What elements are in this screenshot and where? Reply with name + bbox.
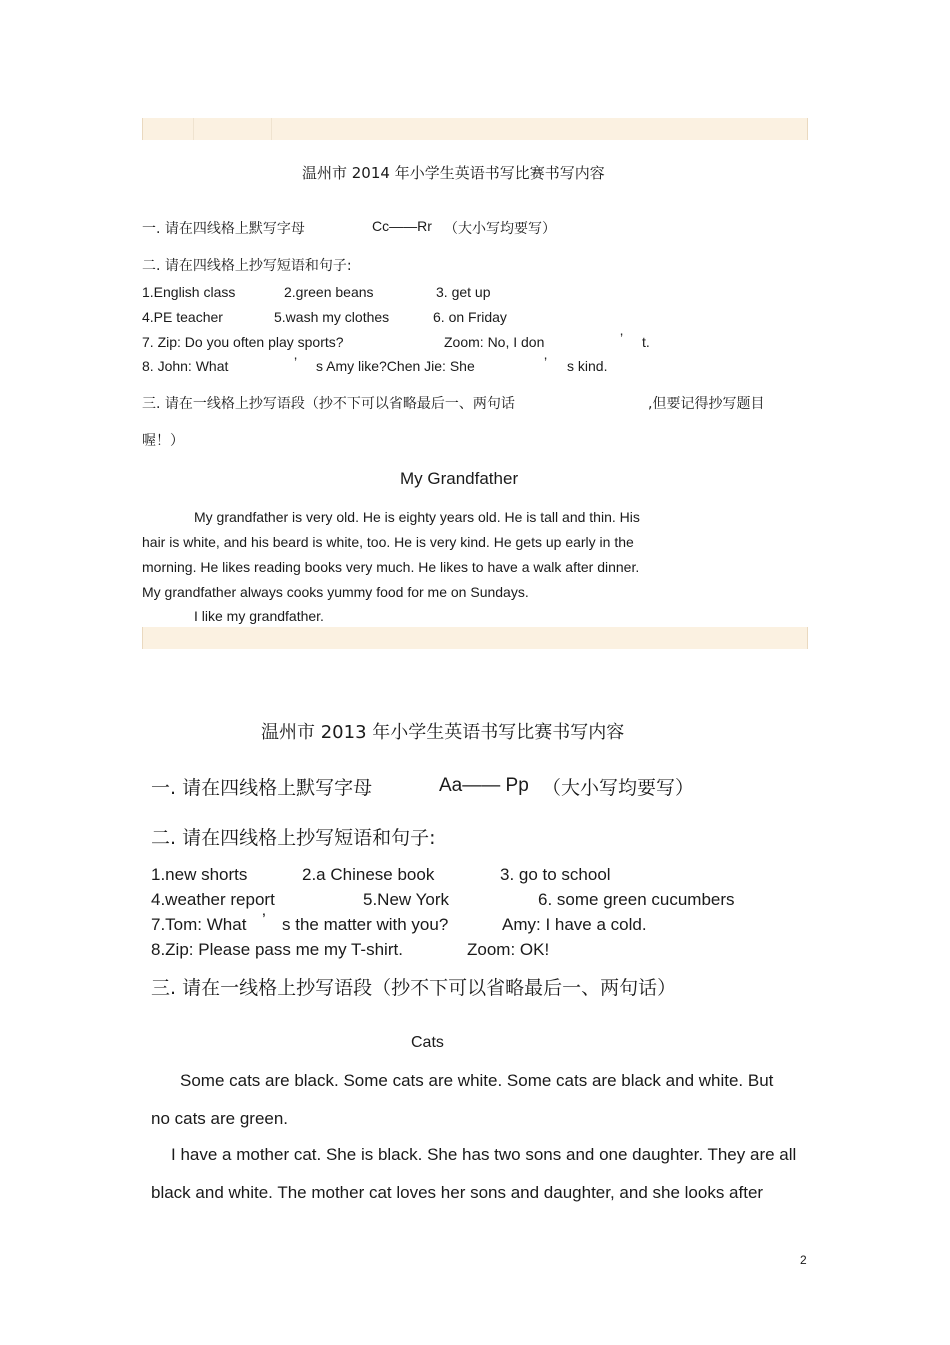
q1-note-2014: （大小写均要写） <box>444 221 556 237</box>
passage-line-5-2014: I like my grandfather. <box>194 608 324 624</box>
phrase-2-2014: 2.green beans <box>284 284 374 300</box>
phrase-3-2014: 3. get up <box>436 284 491 300</box>
q1-letters-2013: Aa—— Pp <box>439 775 529 796</box>
q3-label-2013: 三. 请在一线格上抄写语段（抄不下可以省略最后一、两句话） <box>151 977 677 999</box>
phrase-2-2013: 2.a Chinese book <box>302 865 435 884</box>
passage-line-4-2013: black and white. The mother cat loves her sons and daughter, and she looks after <box>151 1183 764 1202</box>
sentence-8b-2014: ’ <box>294 354 298 370</box>
sentence-8e-2014: s kind. <box>567 358 608 374</box>
header-band-tab <box>193 118 272 140</box>
passage-line-2-2014: hair is white, and his beard is white, too. He is very kind. He gets up early in the <box>142 534 634 550</box>
sentence-7d-2013: Amy: I have a cold. <box>502 915 647 934</box>
q3-label-2014: 三. 请在一线格上抄写语段（抄不下可以省略最后一、两句话 <box>142 396 515 412</box>
phrase-5-2014: 5.wash my clothes <box>274 309 390 325</box>
sentence-7c-2013: s the matter with you? <box>282 915 449 934</box>
q1-label-2014: 一. 请在四线格上默写字母 <box>142 221 305 237</box>
q2-label-2014: 二. 请在四线格上抄写短语和句子: <box>142 258 352 274</box>
sentence-7d-2014: t. <box>642 334 650 350</box>
header-band <box>142 118 808 140</box>
q2-label-2013: 二. 请在四线格上抄写短语和句子: <box>151 827 436 849</box>
q1-letters-2014: Cc——Rr <box>372 218 432 234</box>
passage-line-3-2014: morning. He likes reading books very much. He likes to have a walk after dinner. <box>142 559 640 575</box>
page-number: 2 <box>800 1253 807 1267</box>
sentence-7b-2014: Zoom: No, I don <box>444 334 545 350</box>
passage-line-2-2013: no cats are green. <box>151 1109 289 1128</box>
passage-title-2014: My Grandfather <box>400 469 519 488</box>
sentence-8a-2013: 8.Zip: Please pass me my T-shirt. <box>151 940 403 959</box>
passage-line-1-2013: Some cats are black. Some cats are white. Some cats are black and white. But <box>180 1071 774 1090</box>
q3-tail-2014: ,但要记得抄写题目 <box>648 396 765 412</box>
sentence-7c-2014: ’ <box>620 330 624 346</box>
passage-line-1-2014: My grandfather is very old. He is eighty years old. He is tall and thin. His <box>194 509 640 525</box>
phrase-6-2013: 6. some green cucumbers <box>538 890 735 909</box>
title-2013: 温州市 2013 年小学生英语书写比赛书写内容 <box>261 722 625 743</box>
q3-cont-2014: 喔！） <box>142 433 184 449</box>
sentence-8d-2014: ’ <box>544 354 548 370</box>
title-2014: 温州市 2014 年小学生英语书写比赛书写内容 <box>302 164 605 182</box>
q1-note-2013: （大小写均要写） <box>542 777 695 799</box>
sentence-8c-2014: s Amy like?Chen Jie: She <box>316 358 475 374</box>
sentence-7a-2014: 7. Zip: Do you often play sports? <box>142 334 344 350</box>
phrase-5-2013: 5.New York <box>363 890 449 909</box>
sentence-7a-2013: 7.Tom: What <box>151 915 247 934</box>
sentence-8a-2014: 8. John: What <box>142 358 229 374</box>
phrase-3-2013: 3. go to school <box>500 865 611 884</box>
phrase-4-2014: 4.PE teacher <box>142 309 223 325</box>
passage-line-3-2013: I have a mother cat. She is black. She has two sons and one daughter. They are all <box>171 1145 797 1164</box>
sentence-8b-2013: Zoom: OK! <box>467 940 550 959</box>
sentence-7b-2013: ’ <box>262 910 266 929</box>
passage-title-2013: Cats <box>411 1034 444 1051</box>
phrase-4-2013: 4.weather report <box>151 890 275 909</box>
q1-label-2013: 一. 请在四线格上默写字母 <box>151 777 373 799</box>
passage-line-4-2014: My grandfather always cooks yummy food for me on Sundays. <box>142 584 529 600</box>
phrase-1-2013: 1.new shorts <box>151 865 248 884</box>
phrase-1-2014: 1.English class <box>142 284 236 300</box>
phrase-6-2014: 6. on Friday <box>433 309 507 325</box>
divider-band <box>142 627 808 649</box>
